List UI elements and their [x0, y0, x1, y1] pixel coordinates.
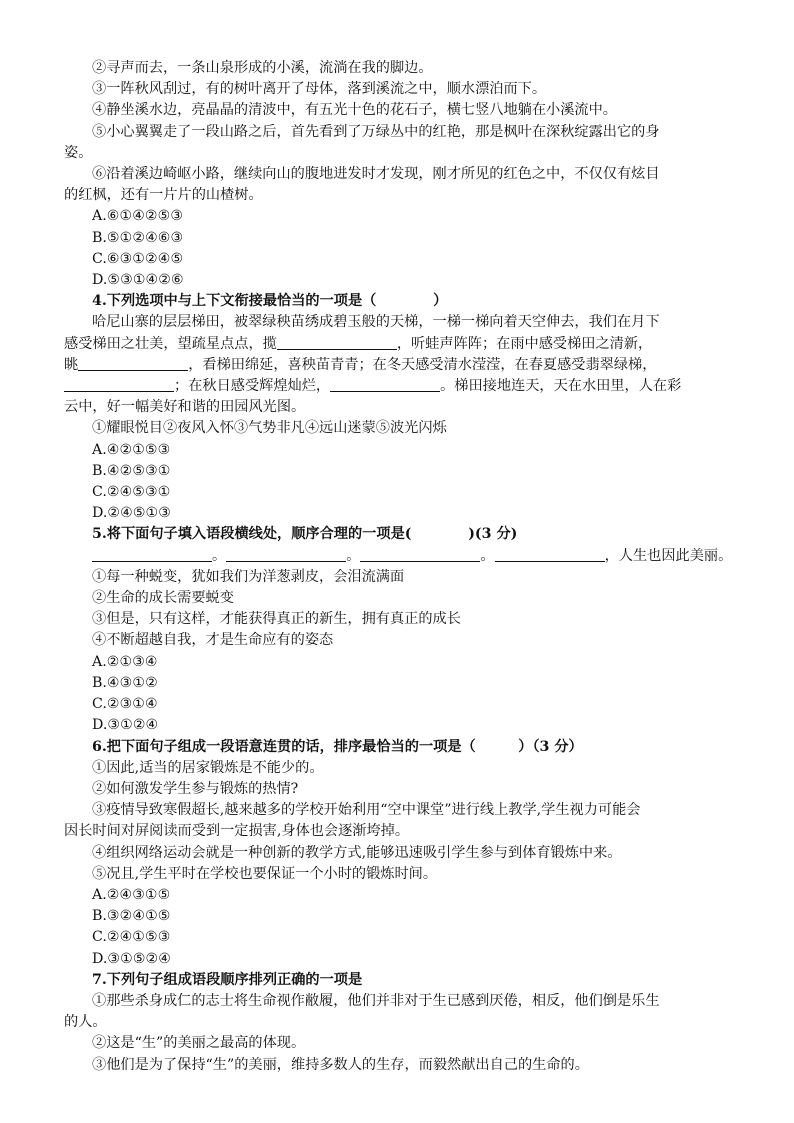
- q5-option-c[interactable]: C.②③①④: [92, 696, 158, 713]
- q5-blanks-line: 。 。 。 ，人生也因此美丽。: [64, 546, 730, 567]
- q3-option-d[interactable]: D.⑤③①④②⑥: [92, 272, 184, 289]
- q5-option-a[interactable]: A.②①③④: [92, 653, 158, 670]
- q4-blank-4[interactable]: [330, 376, 440, 392]
- q3-sentence-5a: ⑤小心翼翼走了一段山路之后，首先看到了万绿丛中的红艳，那是枫叶在深秋绽露出它的身: [92, 123, 660, 140]
- q5-sentence-3: ③但是，只有这样，才能获得真正的新生，拥有真正的成长: [92, 611, 461, 628]
- q6-option-a[interactable]: A.②④③①⑤: [92, 886, 171, 903]
- q5-sentence-2: ②生命的成长需要蜕变: [92, 590, 234, 607]
- q4-blank-3[interactable]: [64, 376, 174, 392]
- q4-blank-2[interactable]: [78, 355, 188, 371]
- q4-text: ，听蛙声阵阵；在雨中感受梯田之清新，: [396, 335, 653, 352]
- q7-sentence-3: ③他们是为了保持“生”的美丽，维持多数人的生存，而毅然献出自己的生命的。: [92, 1056, 589, 1073]
- q4-blank-1[interactable]: [277, 334, 397, 350]
- q6-sentence-3a: ③疫情导致寒假超长,越来越多的学校开始利用“空中课堂”进行线上教学,学生视力可能会: [92, 802, 641, 819]
- q4-option-a[interactable]: A.④②①⑤③: [92, 441, 171, 458]
- q3-sentence-3: ③一阵秋风刮过，有的树叶离开了母体，落到溪流之中，顺水漂泊而下。: [92, 81, 547, 98]
- q6-sentence-2: ②如何激发学生参与锻炼的热情?: [92, 780, 299, 797]
- q6-option-c[interactable]: C.②④①⑤③: [92, 929, 171, 946]
- q6-sentence-4: ④组织网络运动会就是一种创新的教学方式,能够迅速吸引学生参与到体育锻炼中来。: [92, 844, 622, 861]
- q5-blank-2[interactable]: [226, 546, 346, 562]
- q4-block: [64, 291, 730, 524]
- q5-title: 5.将下面句子填入语段横线处，顺序合理的一项是( )(3 分): [92, 526, 518, 543]
- q7-sentence-2: ②这是“生”的美丽之最高的体现。: [92, 1035, 306, 1052]
- q7-block: [64, 970, 730, 1076]
- q3-option-b[interactable]: B.⑤①②④⑥③: [92, 229, 184, 246]
- q3-option-a[interactable]: A.⑥①④②⑤③: [92, 208, 184, 225]
- q6-sentence-1: ①因此,适当的居家锻炼是不能少的。: [92, 759, 324, 776]
- q5-blank-3[interactable]: [360, 546, 480, 562]
- q4-text: 。梯田接地连天，天在水田里，人在彩: [440, 378, 682, 395]
- q5-blank-1[interactable]: [92, 546, 212, 562]
- q5-sentence-1: ①每一种蜕变，犹如我们为洋葱剥皮，会泪流满面: [92, 568, 405, 585]
- q4-text: ；在秋日感受辉煌灿烂，: [174, 378, 331, 395]
- q5-option-b[interactable]: B.④③①②: [92, 674, 158, 691]
- q7-sentence-1a: ①那些杀身成仁的志士将生命视作敝履，他们并非对于生已感到厌倦，相反，他们倒是乐生: [92, 992, 660, 1009]
- q4-text: 感受梯田之壮美，望疏星点点，揽: [64, 335, 277, 352]
- q4-passage-line-3: [64, 355, 730, 376]
- q6-sentence-3b: 因长时间对屏阅读而受到一定损害,身体也会逐渐垮掉。: [64, 823, 410, 840]
- q6-sentence-5: ⑤况且,学生平时在学校也要保证一个小时的锻炼时间。: [92, 865, 438, 882]
- q4-option-c[interactable]: C.②④⑤③①: [92, 484, 171, 501]
- q5-sentence-4: ④不断超越自我，才是生命应有的姿态: [92, 632, 334, 649]
- q3-option-c[interactable]: C.⑥③①②④⑤: [92, 250, 184, 267]
- q3-sentence-6a: ⑥沿着溪边崎岖小路，继续向山的腹地进发时才发现，刚才所见的红色之中，不仅仅有炫目: [92, 166, 660, 183]
- q4-items: ①耀眼悦目②夜风入怀③气势非凡④远山迷蒙⑤波光闪烁: [92, 420, 447, 437]
- q4-text: 眺: [64, 356, 79, 373]
- q3-sentence-6b: 的红枫，还有一片片的山楂树。: [64, 187, 263, 204]
- q6-option-d[interactable]: D.③①⑤②④: [92, 950, 171, 967]
- q4-text: ，看梯田绵延，喜秧苗青青；在冬天感受清水滢滢，在春夏感受翡翠绿梯，: [188, 356, 657, 373]
- q5-blank-4[interactable]: [495, 546, 605, 562]
- q3-block: [64, 58, 730, 291]
- q4-passage-line-1: 哈尼山寨的层层梯田，被翠绿秧苗绣成碧玉般的天梯，一梯一梯向着天空伸去，我们在月下: [92, 314, 660, 331]
- q6-option-b[interactable]: B.③②④①⑤: [92, 908, 171, 925]
- q6-block: [64, 737, 730, 970]
- q3-sentence-2: ②寻声而去，一条山泉形成的小溪，流淌在我的脚边。: [92, 60, 433, 76]
- q3-sentence-4: ④静坐溪水边，亮晶晶的清波中，有五光十色的花石子，横七竖八地躺在小溪流中。: [92, 102, 617, 119]
- q4-option-d[interactable]: D.②④⑤①③: [92, 505, 171, 522]
- q4-passage-line-2: [64, 334, 730, 355]
- q7-sentence-1b: 的人。: [64, 1014, 107, 1031]
- worksheet-page: [64, 58, 733, 1076]
- q6-title: 6.把下面句子组成一段语意连贯的话，排序最恰当的一项是（ ）（3 分）: [92, 738, 583, 755]
- q5-tail: ，人生也因此美丽。: [604, 547, 733, 564]
- q7-title: 7.下列句子组成语段顺序排列正确的一项是: [92, 971, 363, 988]
- q4-passage-line-4: [64, 376, 730, 397]
- q4-passage-line-5: 云中，好一幅美好和谐的田园风光图。: [64, 399, 306, 416]
- q5-option-d[interactable]: D.③①②④: [92, 717, 159, 734]
- q3-sentence-5b: 姿。: [64, 144, 93, 161]
- q4-title: 4.下列选项中与上下文衔接最恰当的一项是（ ）: [92, 293, 448, 310]
- q4-option-b[interactable]: B.④②⑤③①: [92, 462, 171, 479]
- q5-block: [64, 524, 733, 736]
